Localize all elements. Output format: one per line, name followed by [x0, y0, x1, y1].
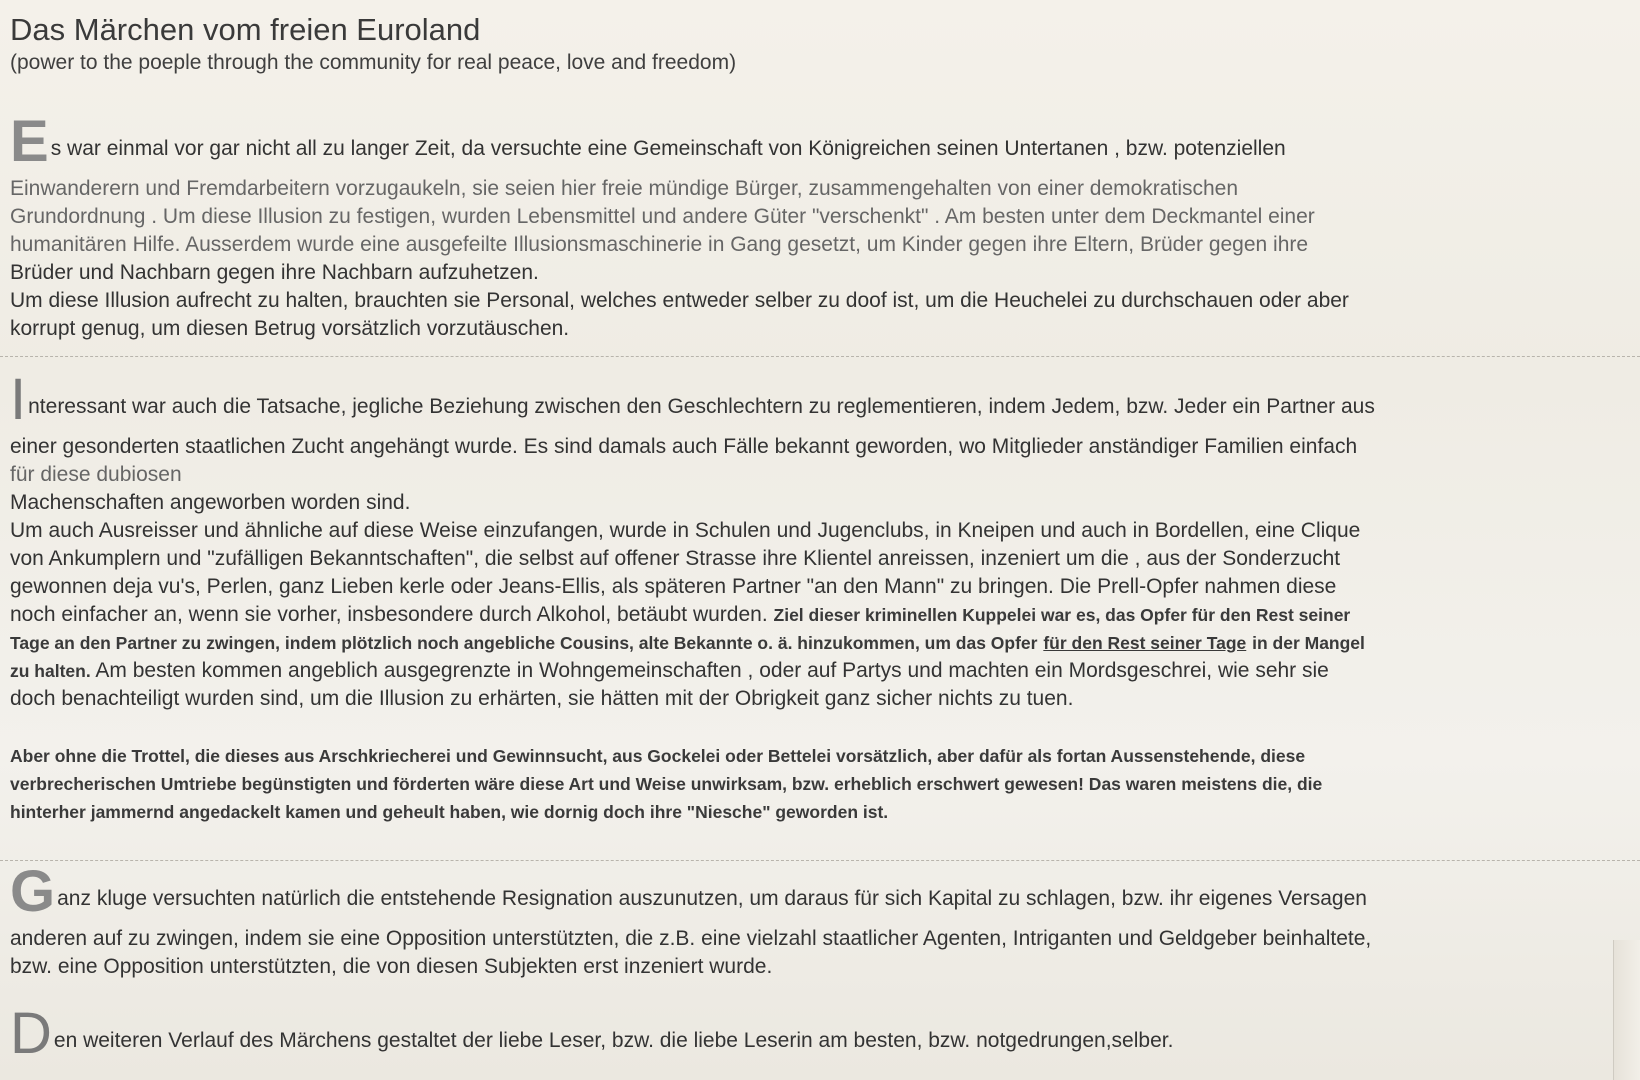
underlined-text: für den Rest seiner Tage [1043, 633, 1247, 653]
paragraph-line: gewonnen deja vu's, Perlen, ganz Lieben kerle oder Jeans-Ellis, als späteren Partner "an den Mann" zu bringen. Die Prell-Opfer nahmen diese [10, 575, 1337, 598]
paragraph-line: hinterher jammernd angedackelt kamen und geheult haben, wie dornig doch ihre "Niesche" geworden ist. [10, 802, 889, 822]
paragraph-text-bold: in der Mangel [1252, 633, 1365, 653]
paragraph-line: verbrecherischen Umtriebe begünstigten und förderten wäre diese Art und Weise unwirksam, bzw. erheblich erschwert gewesen! Das waren meistens die, die [10, 774, 1323, 794]
paragraph-line [10, 629, 1628, 657]
paragraph-line [10, 109, 1628, 175]
paragraph-text-bold: Ziel dieser kriminellen Kuppelei war es, das Opfer für den Rest seiner [773, 605, 1351, 625]
paragraph-text: s war einmal vor gar nicht all zu langer Zeit, da versuchte eine Gemeinschaft von Königreichen seinen Untertanen , bzw. potenziellen [50, 137, 1286, 160]
paragraph-3 [10, 742, 1628, 826]
paragraph-line: von Ankumplern und "zufälligen Bekanntschaften", die selbst auf offener Strasse ihre Klientel anreissen, inzeniert um die , aus der Sonderzucht [10, 547, 1341, 570]
paragraph-5 [10, 1001, 1628, 1067]
divider [0, 860, 1640, 861]
paragraph-1 [10, 109, 1628, 343]
paragraph-line: Um diese Illusion aufrecht zu halten, brauchten sie Personal, welches entweder selber zu doof ist, um die Heuchelei zu durchschauen oder aber [10, 289, 1349, 312]
paragraph-line: humanitären Hilfe. Ausserdem wurde eine ausgefeilte Illusionsmaschinerie in Gang gesetzt, um Kinder gegen ihre Eltern, Brüder gegen ihre [10, 233, 1309, 256]
paragraph-text: anz kluge versuchten natürlich die entstehende Resignation auszunutzen, um daraus für sich Kapital zu schlagen, bzw. ihr eigenes Versagen [57, 887, 1367, 910]
paragraph-line: anderen auf zu zwingen, indem sie eine Opposition unterstützten, die z.B. eine vielzahl staatlicher Agenten, Intriganten und Geldgeber beinhaltete, [10, 927, 1372, 950]
paragraph-line: Grundordnung . Um diese Illusion zu festigen, wurden Lebensmittel und andere Güter "verschenkt" . Am besten unter dem Deckmantel einer [10, 205, 1315, 228]
drop-cap-d: D [10, 1001, 52, 1066]
drop-cap-i: I [10, 367, 27, 432]
paragraph-line: Um auch Ausreisser und ähnliche auf diese Weise einzufangen, wurde in Schulen und Jugenclubs, in Kneipen und auch in Bordellen, eine Clique [10, 519, 1361, 542]
paragraph-line: Brüder und Nachbarn gegen ihre Nachbarn aufzuhetzen. [10, 261, 539, 284]
paragraph-text: en weiteren Verlauf des Märchens gestaltet der liebe Leser, bzw. die liebe Leserin am besten, bzw. notgedrungen,selber. [53, 1029, 1174, 1052]
paragraph-line: bzw. eine Opposition unterstützten, die von diesen Subjekten erst inzeniert wurde. [10, 955, 773, 978]
paragraph-line: doch benachteiligt wurden sind, um die Illusion zu erhärten, sie hätten mit der Obrigkeit ganz sicher nichts zu tuen. [10, 687, 1074, 710]
paragraph-text: noch einfacher an, wenn sie vorher, insbesondere durch Alkohol, betäubt wurden. [10, 603, 768, 626]
paragraph-text: nteressant war auch die Tatsache, jegliche Beziehung zwischen den Geschlechtern zu reglementieren, indem Jedem, bzw. Jeder ein Partner aus [28, 395, 1375, 418]
scan-edge-mark [1613, 940, 1640, 1080]
paragraph-text-bold: zu halten. [10, 661, 91, 681]
paragraph-line [10, 859, 1628, 925]
paragraph-4 [10, 859, 1628, 981]
paragraph-line: korrupt genug, um diesen Betrug vorsätzlich vorzutäuschen. [10, 317, 570, 340]
paragraph-line: für diese dubiosen [10, 463, 182, 486]
paragraph-text: Am besten kommen angeblich ausgegrenzte in Wohngemeinschaften , oder auf Partys und machten ein Mordsgeschrei, wie sehr sie [95, 659, 1329, 682]
divider [0, 356, 1640, 357]
paragraph-line [10, 601, 1628, 629]
paragraph-text-bold: Tage an den Partner zu zwingen, indem plötzlich noch angebliche Cousins, alte Bekannte o. ä. hinzukommen, um das Opfer [10, 633, 1038, 653]
paragraph-2 [10, 367, 1628, 713]
paragraph-line [10, 367, 1628, 433]
page-title: Das Märchen vom freien Euroland [10, 12, 481, 47]
paragraph-line: einer gesonderten staatlichen Zucht angehängt wurde. Es sind damals auch Fälle bekannt geworden, wo Mitglieder anständiger Familien einfach [10, 435, 1358, 458]
paragraph-line [10, 1001, 1628, 1067]
paragraph-line: Einwanderern und Fremdarbeitern vorzugaukeln, sie seien hier freie mündige Bürger, zusammengehalten von einer demokratischen [10, 177, 1239, 200]
page-subtitle: (power to the poeple through the community for real peace, love and freedom) [10, 51, 737, 74]
drop-cap-g: G [10, 859, 56, 924]
drop-cap-e: E [10, 109, 49, 174]
paragraph-line [10, 657, 1628, 685]
paragraph-line: Aber ohne die Trottel, die dieses aus Arschkriecherei und Gewinnsucht, aus Gockelei oder Bettelei vorsätzlich, aber dafür als fortan Aussenstehende, diese [10, 746, 1306, 766]
paragraph-line: Machenschaften angeworben worden sind. [10, 491, 411, 514]
